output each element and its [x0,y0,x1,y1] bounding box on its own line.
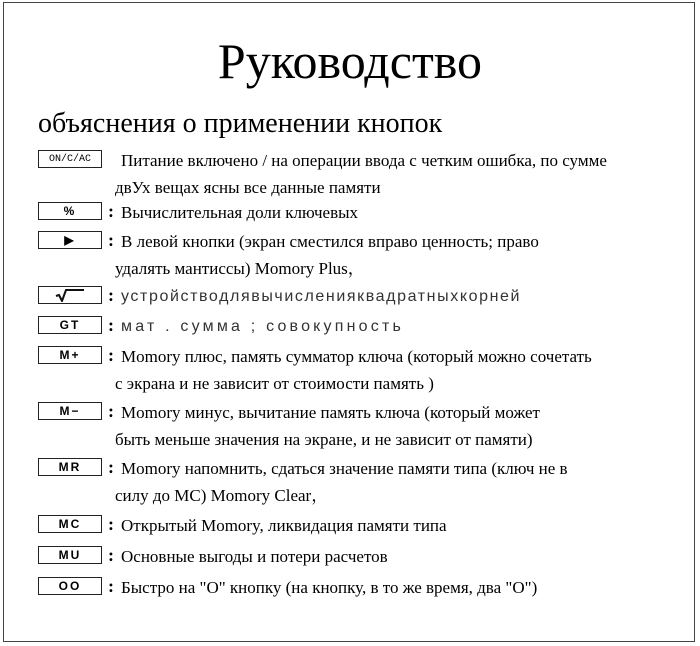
colon: : [108,514,114,534]
item-description-line1: Основные выгоды и потери расчетов [121,547,388,566]
item-description-line1: Momory минус, вычитание память ключа (который может [121,403,540,422]
item-description-line2: удалять мантиссы) Momory Plus， [115,259,365,278]
colon: : [108,230,114,250]
key-mc: MC [38,515,102,533]
colon: : [108,545,114,565]
item-description [121,283,681,310]
colon: : [108,201,114,221]
colon: : [108,345,114,365]
item-description-line2: двУх вещах ясны все данные памяти [115,178,381,197]
page-title: Руководство [217,33,483,89]
key-m-plus: M+ [38,346,102,364]
item-description [115,455,681,509]
item-description [121,512,681,539]
key-sqrt [38,286,102,304]
key-gt: GT [38,316,102,334]
page-subtitle: объяснения о применении кнопок [38,108,443,139]
item-description [121,574,681,601]
colon: : [108,576,114,596]
item-description-line2: быть меньше значения на экране, и не зависит от памяти) [115,430,533,449]
item-description-line1: Momory напомнить, сдаться значение памяти типа (ключ не в [121,459,568,478]
key-shift: ▶ [38,231,102,249]
item-description [121,199,681,226]
item-description [115,228,681,282]
item-description-line2: силу до MC) Momory Clear， [115,486,329,505]
item-description-line1: Momory плюс, память сумматор ключа (который можно сочетать [121,347,592,366]
key-double-zero: OO [38,577,102,595]
item-description [115,147,681,201]
key-mr: MR [38,458,102,476]
key-on-c-ac: ON/C/AC [38,150,102,168]
key-mu: MU [38,546,102,564]
item-description [115,399,681,453]
item-description-line1: Питание включено / на операции ввода с четким ошибка, по сумме [121,151,607,170]
colon: : [108,285,114,305]
item-description [115,343,681,397]
item-description-line1: устройстводлявычисленияквадратныхкорней [121,288,522,305]
item-description [121,313,681,340]
item-description-line1: мат . сумма ; совокупность [121,318,405,335]
key-percent: % [38,202,102,220]
item-description [121,543,681,570]
item-description-line1: Быстро на "O" кнопку (на кнопку, в то же время, два "O") [121,578,538,597]
item-description-line2: с экрана и не зависит от стоимости память ) [115,374,434,393]
item-description-line1: Вычислительная доли ключевых [121,203,359,222]
colon: : [108,315,114,335]
item-description-line1: Открытый Momory, ликвидация памяти типа [121,516,447,535]
square-root-icon [55,288,85,302]
item-description-line1: В левой кнопки (экран сместился вправо ценность; право [121,232,539,251]
key-m-minus: M− [38,402,102,420]
colon: : [108,457,114,477]
colon: : [108,401,114,421]
